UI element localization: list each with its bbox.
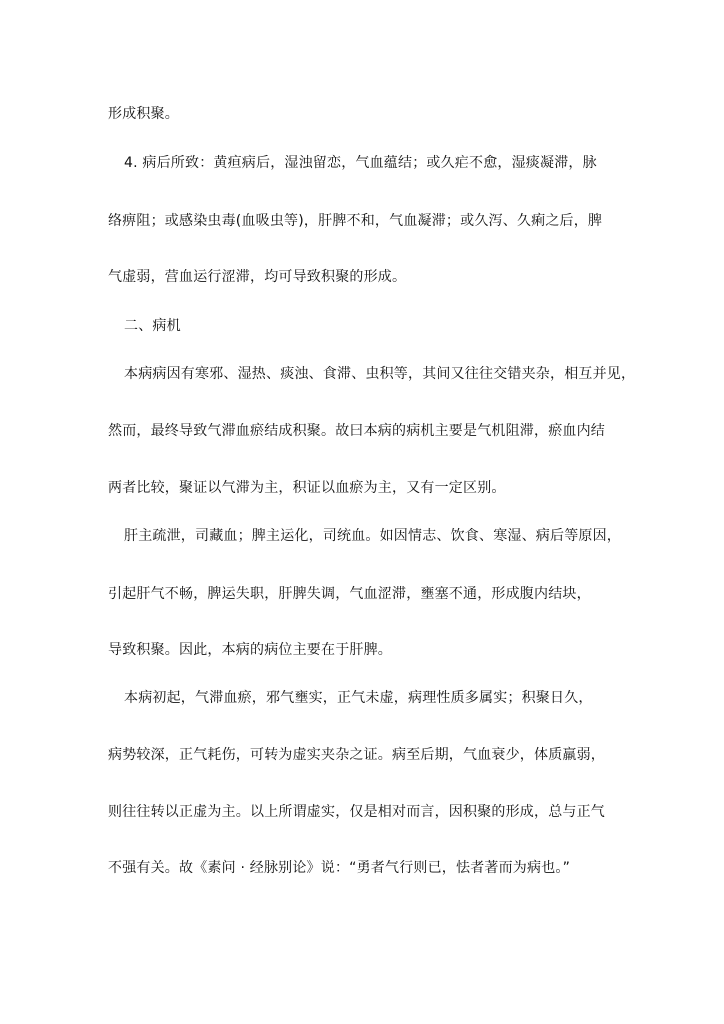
text-line-11: 导致积聚。因此，本病的病位主要在于肝脾。 [108, 642, 392, 658]
text-line-9: 肝主疏泄，司藏血；脾主运化，司统血。如因情志、饮食、寒湿、病后等原因， [124, 528, 621, 544]
text-line-10: 引起肝气不畅，脾运失职，肝脾失调，气血涩滞，壅塞不通，形成腹内结块， [108, 586, 591, 602]
text-line-7: 然而，最终导致气滞血瘀结成积聚。故曰本病的病机主要是气机阻滞，瘀血内结 [108, 423, 605, 439]
text-line-3: 络痹阻；或感染虫毒(血吸虫等)，肝脾不和，气血凝滞；或久泻、久痢之后，脾 [108, 213, 603, 229]
text-line-13: 病势较深，正气耗伤，可转为虚实夹杂之证。病至后期，气血衰少，体质羸弱， [108, 747, 605, 763]
text-line-6: 本病病因有寒邪、湿热、痰浊、食滞、虫积等，其间又往往交错夹杂，相互并见， [124, 366, 636, 382]
text-line-2: 4. 病后所致：黄疸病后，湿浊留恋，气血蕴结；或久疟不愈，湿痰凝滞，脉 [124, 155, 597, 171]
text-line-1: 形成积聚。 [108, 106, 179, 122]
text-line-12: 本病初起，气滞血瘀，邪气壅实，正气未虚，病理性质多属实；积聚日久， [124, 690, 593, 706]
text-line-14: 则往往转以正虚为主。以上所谓虚实，仅是相对而言，因积聚的形成，总与正气 [108, 804, 605, 820]
text-line-15: 不强有关。故《素问 · 经脉别论》说：“勇者气行则已，怯者著而为病也。” [108, 860, 571, 876]
text-line-8: 两者比较，聚证以气滞为主，积证以血瘀为主，又有一定区别。 [108, 480, 506, 496]
section-heading: 二、病机 [124, 318, 181, 334]
text-line-4: 气虚弱，营血运行涩滞，均可导致积聚的形成。 [108, 269, 407, 285]
